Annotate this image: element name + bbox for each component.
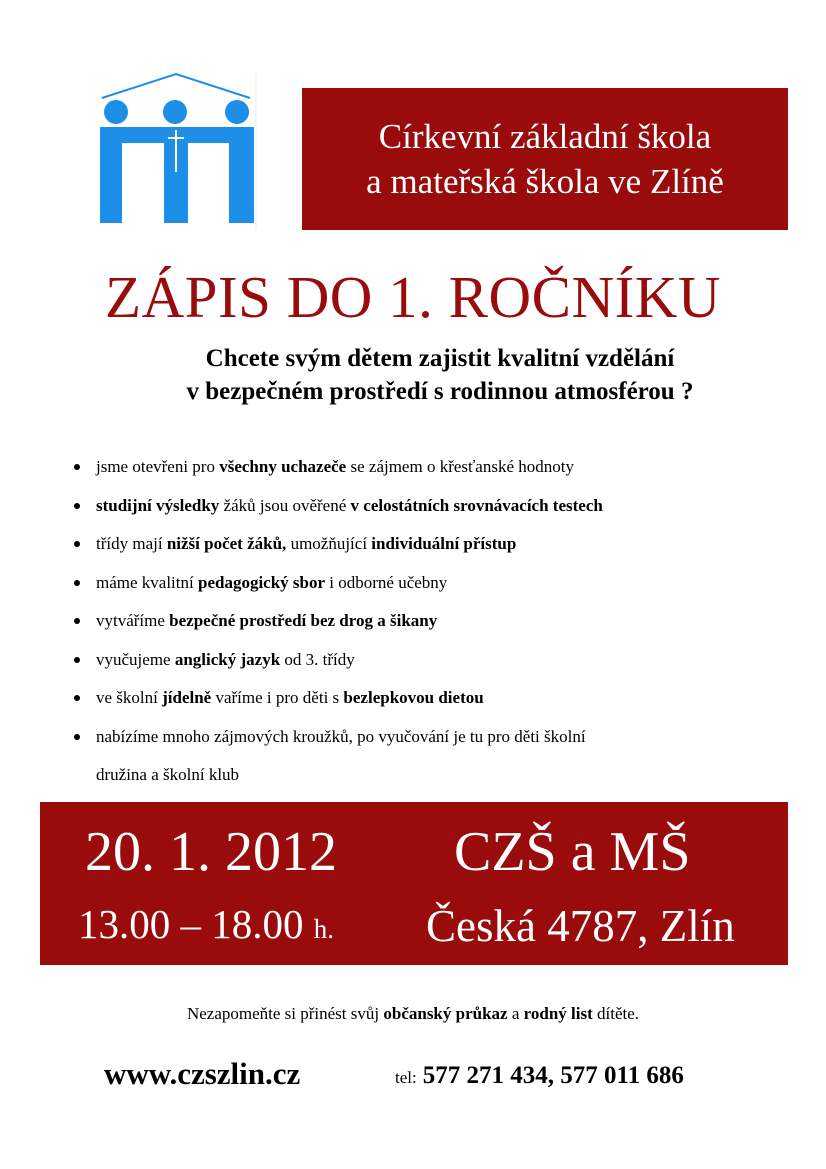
bullet-icon (74, 695, 80, 701)
feature-item (72, 679, 772, 718)
feature-item (72, 718, 772, 795)
feature-highlight: anglický jazyk (174, 649, 281, 669)
school-building-logo-icon (98, 72, 258, 230)
bullet-icon (74, 541, 80, 547)
phone-contact (395, 1062, 684, 1090)
feature-text: od 3. třídy (280, 649, 355, 669)
feature-highlight: bezpečné prostředí bez drog a šikany (169, 611, 438, 630)
feature-item (72, 602, 772, 641)
reminder-text-2: a (507, 1004, 524, 1023)
enrollment-headline: ZÁPIS DO 1. ROČNÍKU (105, 264, 721, 330)
feature-item (72, 448, 772, 487)
feature-highlight: bezlepkovou dietou (343, 688, 484, 707)
feature-text: vytváříme (96, 611, 170, 630)
tel-label: tel: (395, 1068, 417, 1087)
intro-question (60, 342, 820, 408)
reminder-text-3: dítěte. (592, 1004, 640, 1023)
feature-text: třídy mají (96, 534, 167, 553)
feature-text: nabízíme mnoho zájmových kroužků, po vyučování je tu pro děti školní (96, 726, 586, 746)
intro-question-line1: Chcete svým dětem zajistit kvalitní vzdělání (205, 345, 675, 372)
feature-list (72, 448, 772, 795)
feature-text-continuation: družina a školní klub (96, 765, 240, 784)
reminder-text-1: Nezapomeňte si přinést svůj (186, 1004, 384, 1023)
reminder-id-card: občanský průkaz (383, 1004, 508, 1023)
feature-text: umožňující (286, 534, 372, 553)
event-banner (40, 802, 788, 965)
feature-text: se zájmem o křesťanské hodnoty (346, 457, 574, 476)
feature-highlight: v celostátních srovnávacích testech (350, 495, 603, 515)
feature-item (72, 564, 772, 603)
feature-highlight: jídelně (162, 688, 212, 707)
event-time-unit: h. (313, 914, 334, 944)
bullet-icon (74, 580, 80, 586)
reminder-birth-certificate: rodný list (523, 1004, 593, 1023)
feature-highlight: studijní výsledky (96, 495, 220, 515)
school-name-line2: a mateřská škola ve Zlíně (366, 162, 724, 201)
feature-highlight: pedagogický sbor (197, 572, 326, 592)
school-name-banner (302, 88, 788, 230)
feature-text: žáků jsou ověřené (219, 495, 351, 515)
intro-question-line2: v bezpečném prostředí s rodinnou atmosférou ? (186, 378, 694, 405)
event-time (78, 900, 334, 948)
phone-numbers: 577 271 434, 577 011 686 (422, 1062, 684, 1089)
website-link[interactable]: www.czszlin.cz (104, 1056, 301, 1091)
feature-highlight: nižší počet žáků, (166, 534, 287, 553)
document-reminder (0, 1004, 826, 1024)
feature-text: jsme otevřeni pro (96, 457, 220, 476)
feature-item (72, 487, 772, 526)
bullet-icon (74, 503, 80, 509)
event-address: Česká 4787, Zlín (426, 901, 735, 951)
feature-text: ve školní (96, 688, 163, 707)
feature-highlight: individuální přístup (371, 534, 517, 553)
bullet-icon (74, 657, 80, 663)
event-time-range: 13.00 – 18.00 (78, 901, 304, 947)
feature-text: máme kvalitní (96, 572, 198, 592)
bullet-icon (74, 734, 80, 740)
feature-text: i odborné učebny (325, 572, 448, 592)
feature-item (72, 525, 772, 564)
feature-highlight: všechny uchazeče (219, 457, 347, 476)
bullet-icon (74, 618, 80, 624)
feature-text: vaříme i pro děti s (211, 688, 344, 707)
school-name-line1: Církevní základní škola (378, 117, 712, 156)
event-date: 20. 1. 2012 (85, 821, 337, 883)
feature-item (72, 641, 772, 680)
event-place: CZŠ a MŠ (454, 821, 691, 883)
feature-text: vyučujeme (96, 649, 175, 669)
bullet-icon (74, 464, 80, 470)
